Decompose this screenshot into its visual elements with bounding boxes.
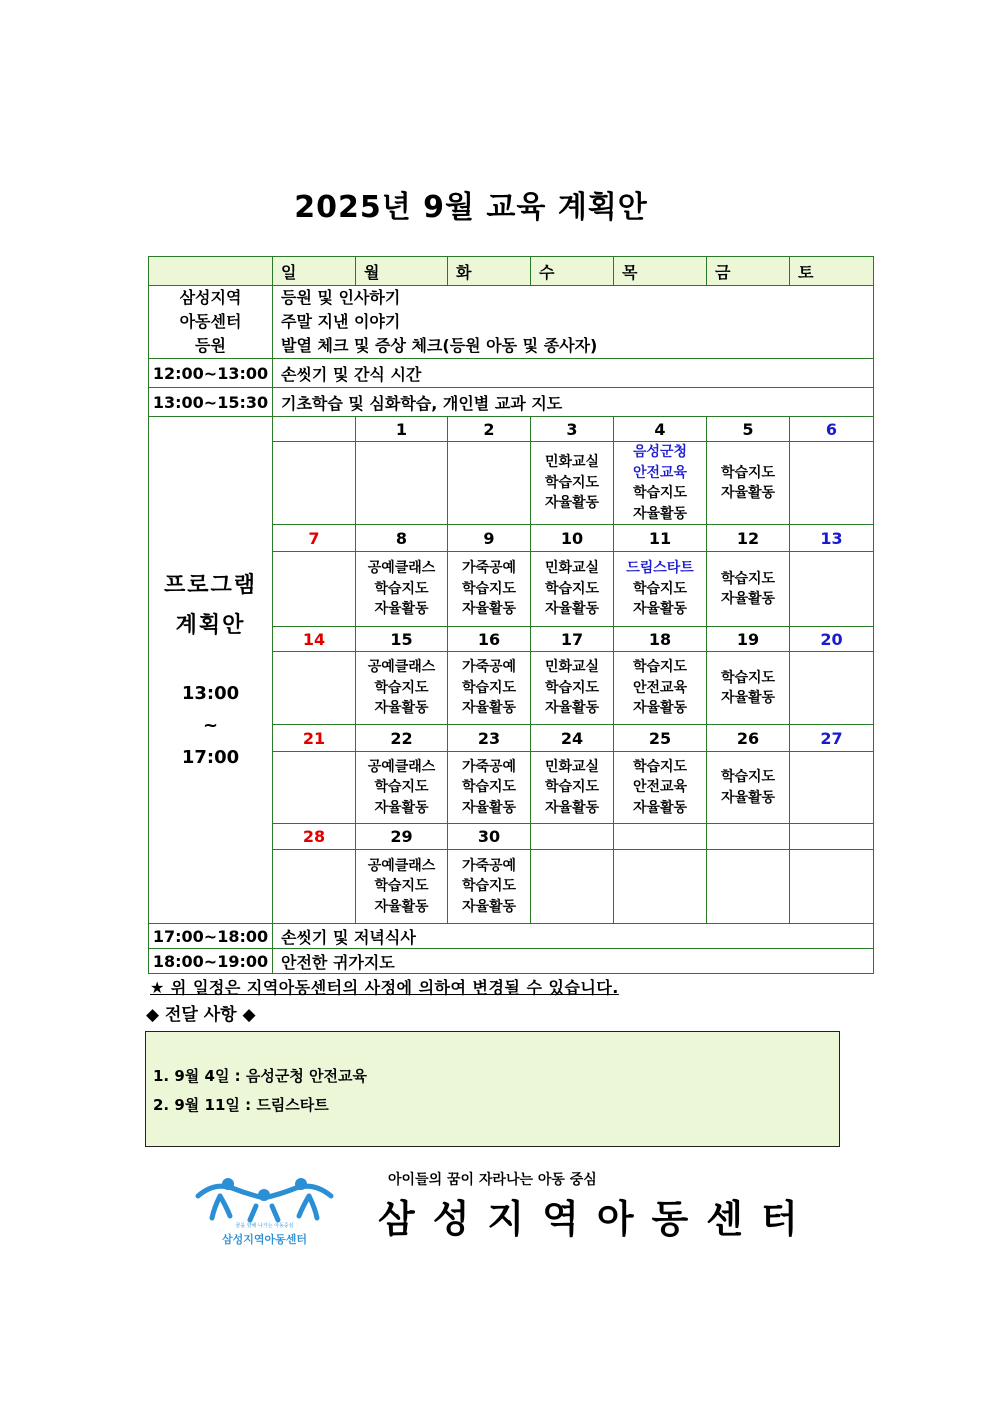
arrival-line: 등원 및 인사하기 — [281, 288, 401, 307]
date-cell: 20 — [790, 627, 874, 652]
activity-cell — [531, 652, 614, 725]
header-wed: 수 — [531, 257, 614, 286]
activity-item: 자율활동 — [720, 690, 776, 706]
activity-cell — [531, 442, 614, 525]
activity-cell — [273, 552, 356, 627]
arrival-label-line: 삼성지역 — [179, 288, 242, 307]
activity-cell — [448, 552, 531, 627]
activity-item: 학습지도 — [720, 570, 776, 587]
activity-item: 학습지도 — [374, 580, 429, 597]
activity-cell — [707, 442, 790, 525]
activity-cell — [531, 552, 614, 627]
date-cell: 15 — [356, 627, 448, 652]
children-figures-icon — [192, 1176, 337, 1224]
date-cell: 25 — [614, 725, 707, 752]
activity-item: 학습지도 — [632, 659, 688, 676]
activity-item: 자율활동 — [544, 495, 600, 512]
activity-cell — [356, 652, 448, 725]
date-cell: 29 — [356, 824, 448, 850]
activity-item: 학습지도 — [374, 779, 429, 796]
date-cell: 1 — [356, 417, 448, 442]
activity-item: 공예클래스 — [367, 758, 436, 775]
arrival-line: 주말 지낸 이야기 — [281, 312, 401, 331]
arrival-line: 발열 체크 및 증상 체크(등원 아동 및 종사자) — [281, 336, 598, 355]
going-home-text: 안전한 귀가지도 — [273, 949, 874, 974]
snack-row — [149, 359, 874, 388]
activity-item: 민화교실 — [544, 758, 600, 775]
date-cell: 22 — [356, 725, 448, 752]
activity-item: 학습지도 — [544, 580, 600, 597]
activity-cell — [448, 752, 531, 824]
activity-item: 자율활동 — [544, 799, 600, 816]
activity-item: 학습지도 — [461, 779, 517, 796]
date-cell: 23 — [448, 725, 531, 752]
activity-cell — [448, 652, 531, 725]
header-corner — [149, 257, 273, 286]
weekday-header-row — [149, 257, 874, 286]
activity-cell — [614, 850, 707, 924]
date-cell: 12 — [707, 525, 790, 552]
logo-text: 삼성지역아동센터 — [221, 1233, 307, 1246]
activity-item: 자율활동 — [374, 700, 429, 717]
date-cell: 19 — [707, 627, 790, 652]
page-title: 2025년 9월 교육 계획안 — [294, 190, 648, 225]
activity-item: 안전교육 — [632, 464, 688, 481]
snack-text: 손씻기 및 간식 시간 — [273, 359, 874, 388]
activity-cell — [707, 552, 790, 627]
activity-cell — [448, 442, 531, 525]
date-cell — [614, 824, 707, 850]
activity-cell — [356, 552, 448, 627]
header-mon: 월 — [356, 257, 448, 286]
activity-item: 학습지도 — [632, 485, 688, 501]
header-fri: 금 — [707, 257, 790, 286]
activity-cell — [273, 442, 356, 525]
arrival-label — [149, 286, 273, 359]
dinner-text: 손씻기 및 저녁식사 — [273, 924, 874, 949]
activity-item: 학습지도 — [374, 878, 429, 895]
organization-name: 삼성지역아동센터 — [378, 1197, 816, 1241]
memo-item: 1. 9월 4일 : 음성군청 안전교육 — [153, 1067, 368, 1085]
date-cell — [531, 824, 614, 850]
activity-cell — [273, 850, 356, 924]
memo-heading: ◆ 전달 사항 ◆ — [146, 1005, 256, 1025]
activity-item: 안전교육 — [632, 779, 688, 796]
program-time-end: 17:00 — [181, 747, 240, 768]
header-tue: 화 — [448, 257, 531, 286]
activity-cell — [707, 652, 790, 725]
date-cell: 5 — [707, 417, 790, 442]
activity-item: 학습지도 — [632, 758, 688, 775]
activity-item: 공예클래스 — [367, 857, 436, 874]
activity-cell — [614, 442, 707, 525]
activity-item: 자율활동 — [632, 700, 688, 717]
activity-cell — [707, 850, 790, 924]
snack-time: 12:00~13:00 — [149, 359, 273, 388]
activity-item: 자율활동 — [461, 799, 517, 816]
activity-item: 자율활동 — [544, 700, 600, 717]
date-cell: 17 — [531, 627, 614, 652]
date-cell: 3 — [531, 417, 614, 442]
activity-item: 학습지도 — [720, 669, 776, 686]
date-cell: 16 — [448, 627, 531, 652]
activity-item: 학습지도 — [544, 679, 600, 696]
date-cell: 21 — [273, 725, 356, 752]
calendar-weeks — [149, 417, 874, 924]
date-cell: 27 — [790, 725, 874, 752]
activity-item: 자율활동 — [632, 799, 688, 816]
activity-cell — [614, 552, 707, 627]
date-cell: 4 — [614, 417, 707, 442]
study-text: 기초학습 및 심화학습, 개인별 교과 지도 — [273, 388, 874, 417]
activity-item: 자율활동 — [461, 601, 517, 618]
date-cell: 9 — [448, 525, 531, 552]
activity-item: 음성군청 — [632, 444, 688, 460]
activity-cell — [790, 442, 874, 525]
activity-item: 학습지도 — [544, 779, 600, 796]
activity-item: 가죽공예 — [461, 758, 517, 775]
date-cell: 2 — [448, 417, 531, 442]
arrival-label-line: 등원 — [195, 336, 226, 355]
activity-item: 공예클래스 — [367, 659, 436, 676]
date-row — [149, 417, 874, 442]
activity-item: 안전교육 — [632, 679, 688, 696]
date-cell: 24 — [531, 725, 614, 752]
activity-item: 민화교실 — [544, 454, 600, 471]
memo-box — [145, 1031, 840, 1147]
date-cell: 13 — [790, 525, 874, 552]
date-cell: 8 — [356, 525, 448, 552]
dinner-row — [149, 924, 874, 949]
header-sun: 일 — [273, 257, 356, 286]
date-cell — [790, 824, 874, 850]
date-cell: 7 — [273, 525, 356, 552]
activity-item: 자율활동 — [544, 601, 600, 618]
study-row — [149, 388, 874, 417]
arrival-label-line: 아동센터 — [179, 312, 242, 331]
arrival-row — [149, 286, 874, 359]
activity-item: 학습지도 — [461, 679, 517, 696]
activity-item: 자율활동 — [720, 591, 776, 607]
schedule-table — [148, 256, 874, 974]
activity-item: 학습지도 — [461, 580, 517, 597]
activity-item: 자율활동 — [720, 485, 776, 501]
date-cell: 6 — [790, 417, 874, 442]
activity-item: 자율활동 — [461, 700, 517, 717]
activity-item: 학습지도 — [720, 769, 776, 785]
activity-item: 학습지도 — [461, 878, 517, 895]
activity-cell — [614, 752, 707, 824]
logo-subtext: 꿈을 향해 나가는 아동중심 — [235, 1223, 294, 1229]
activity-cell — [448, 850, 531, 924]
activity-item: 민화교실 — [544, 659, 600, 676]
dinner-time: 17:00~18:00 — [149, 924, 273, 949]
activity-item: 공예클래스 — [367, 560, 436, 577]
activity-item: 학습지도 — [544, 474, 600, 491]
date-cell: 26 — [707, 725, 790, 752]
activity-cell — [707, 752, 790, 824]
activity-cell — [531, 850, 614, 924]
activity-item: 자율활동 — [632, 505, 688, 522]
going-home-row — [149, 949, 874, 974]
header-sat: 토 — [790, 257, 874, 286]
activity-cell — [614, 652, 707, 725]
program-title: 프로그램 — [163, 573, 257, 598]
activity-item: 자율활동 — [632, 601, 688, 618]
date-cell: 11 — [614, 525, 707, 552]
activity-item: 학습지도 — [720, 464, 776, 481]
activity-item: 자율활동 — [461, 898, 517, 915]
program-time-sep: ~ — [202, 715, 219, 736]
activity-item: 학습지도 — [374, 679, 429, 696]
activity-cell — [790, 752, 874, 824]
activity-item: 민화교실 — [544, 560, 600, 577]
activity-item: 자율활동 — [720, 789, 776, 806]
program-title: 계획안 — [175, 613, 246, 638]
header-thu: 목 — [614, 257, 707, 286]
going-home-time: 18:00~19:00 — [149, 949, 273, 974]
activity-cell — [790, 652, 874, 725]
date-cell: 18 — [614, 627, 707, 652]
activity-item: 가죽공예 — [461, 659, 517, 676]
program-time-start: 13:00 — [181, 683, 240, 704]
date-cell — [273, 417, 356, 442]
activity-cell — [531, 752, 614, 824]
schedule-change-notice: ★ 위 일정은 지역아동센터의 사정에 의하여 변경될 수 있습니다. — [150, 978, 619, 997]
activity-item: 가죽공예 — [461, 560, 517, 577]
activity-cell — [790, 552, 874, 627]
activity-cell — [356, 752, 448, 824]
date-cell — [707, 824, 790, 850]
activity-cell — [273, 652, 356, 725]
study-time: 13:00~15:30 — [149, 388, 273, 417]
date-cell: 30 — [448, 824, 531, 850]
date-cell: 10 — [531, 525, 614, 552]
activity-item: 자율활동 — [374, 898, 429, 915]
arrival-content — [273, 286, 874, 359]
activity-item: 학습지도 — [632, 580, 688, 597]
activity-item: 자율활동 — [374, 601, 429, 618]
activity-cell — [273, 752, 356, 824]
activity-cell — [356, 442, 448, 525]
program-label-cell — [149, 417, 273, 924]
activity-cell — [356, 850, 448, 924]
activity-item: 가죽공예 — [461, 857, 517, 874]
activity-item: 자율활동 — [374, 799, 429, 816]
memo-item: 2. 9월 11일 : 드림스타트 — [153, 1096, 329, 1114]
date-cell: 14 — [273, 627, 356, 652]
center-logo — [192, 1176, 337, 1246]
activity-item: 드림스타트 — [626, 560, 694, 577]
date-cell: 28 — [273, 824, 356, 850]
activity-cell — [790, 850, 874, 924]
slogan: 아이들의 꿈이 자라나는 아동 중심 — [388, 1172, 597, 1188]
